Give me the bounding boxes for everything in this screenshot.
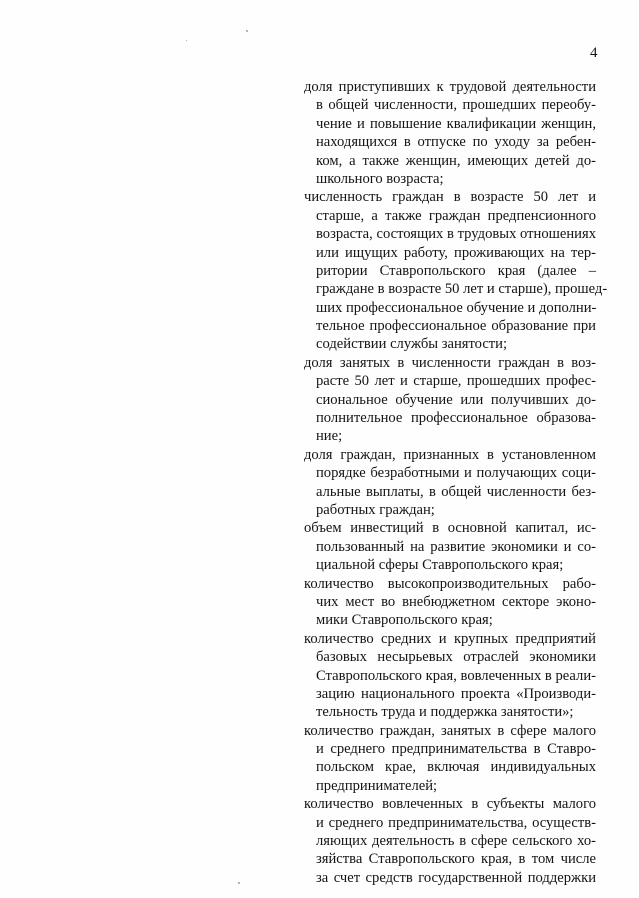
text-line: чих мест во внебюджетном секторе эконо- bbox=[316, 593, 596, 610]
text-line: доля приступивших к трудовой деятельности bbox=[304, 79, 596, 95]
text-line: количество граждан, занятых в сфере малого bbox=[304, 722, 596, 739]
text-line: пользованный на развитие экономики и со- bbox=[316, 538, 596, 555]
text-line: мики Ставропольского края; bbox=[316, 612, 493, 629]
text-line: расте 50 лет и старше, прошедших профес- bbox=[316, 373, 596, 390]
text-line: зяйства Ставропольского края, в том числе bbox=[316, 851, 596, 868]
text-line: ших профессиональное обучение и дополни- bbox=[316, 299, 597, 316]
text-line: тельное профессиональное образование при bbox=[316, 318, 596, 335]
text-line: за счет средств государственной поддержки bbox=[316, 869, 596, 886]
text-line: полнительное профессиональное образова- bbox=[316, 410, 596, 427]
scan-speck bbox=[238, 882, 240, 884]
text-line: чение и повышение квалификации женщин, bbox=[316, 115, 596, 132]
text-line: зацию национального проекта «Производи- bbox=[316, 685, 596, 702]
text-line: базовых несырьевых отраслей экономики bbox=[316, 649, 596, 666]
text-line: польском крае, включая индивидуальных bbox=[316, 759, 596, 776]
text-line: содействии службы занятости; bbox=[316, 336, 508, 353]
text-line: работных граждан; bbox=[316, 501, 435, 518]
body-text bbox=[304, 78, 608, 887]
text-line: ляющих деятельность в сфере сельского хо- bbox=[316, 833, 596, 850]
scan-speck bbox=[186, 40, 187, 41]
text-line: Ставропольского края, вовлеченных в реали- bbox=[316, 667, 596, 684]
text-line: или ищущих работу, проживающих на тер- bbox=[316, 244, 596, 261]
text-line: количество средних и крупных предприятий bbox=[304, 630, 596, 647]
text-line: находящихся в отпуске по уходу за ребен- bbox=[316, 134, 596, 151]
text-line: доля граждан, признанных в установленном bbox=[304, 446, 596, 463]
text-line: предпринимателей; bbox=[316, 777, 438, 794]
page-number: 4 bbox=[590, 45, 598, 61]
text-line: циальной сферы Ставропольского края; bbox=[316, 557, 564, 574]
text-line: ние; bbox=[316, 428, 343, 445]
text-line: доля занятых в численности граждан в воз- bbox=[304, 354, 596, 371]
text-line: численность граждан в возрасте 50 лет и bbox=[304, 189, 596, 206]
text-line: количество вовлеченных в субъекты малого bbox=[304, 796, 596, 813]
text-line: сиональное обучение или получивших до- bbox=[316, 391, 596, 408]
text-line: в общей численности, прошедших переобу- bbox=[316, 97, 596, 114]
text-line: ритории Ставропольского края (далее – bbox=[316, 262, 596, 279]
text-line: возраста, состоящих в трудовых отношениях bbox=[316, 226, 596, 243]
text-line: старше, а также граждан предпенсионного bbox=[316, 207, 596, 224]
text-line: и среднего предпринимательства в Ставро- bbox=[316, 741, 596, 758]
text-line: граждане в возрасте 50 лет и старше), прошед- bbox=[316, 281, 608, 298]
text-line: объем инвестиций в основной капитал, ис- bbox=[304, 520, 596, 537]
text-line: и среднего предпринимательства, осуществ- bbox=[316, 814, 596, 831]
text-line: количество высокопроизводительных рабо- bbox=[304, 575, 596, 592]
scan-speck bbox=[246, 30, 248, 32]
text-line: ком, а также женщин, имеющих детей до- bbox=[316, 152, 596, 169]
text-line: школьного возраста; bbox=[316, 170, 444, 187]
text-line: тельность труда и поддержка занятости»; bbox=[316, 704, 574, 721]
text-line: альные выплаты, в общей численности без- bbox=[316, 483, 596, 500]
text-line: порядке безработными и получающих соци- bbox=[316, 465, 596, 482]
